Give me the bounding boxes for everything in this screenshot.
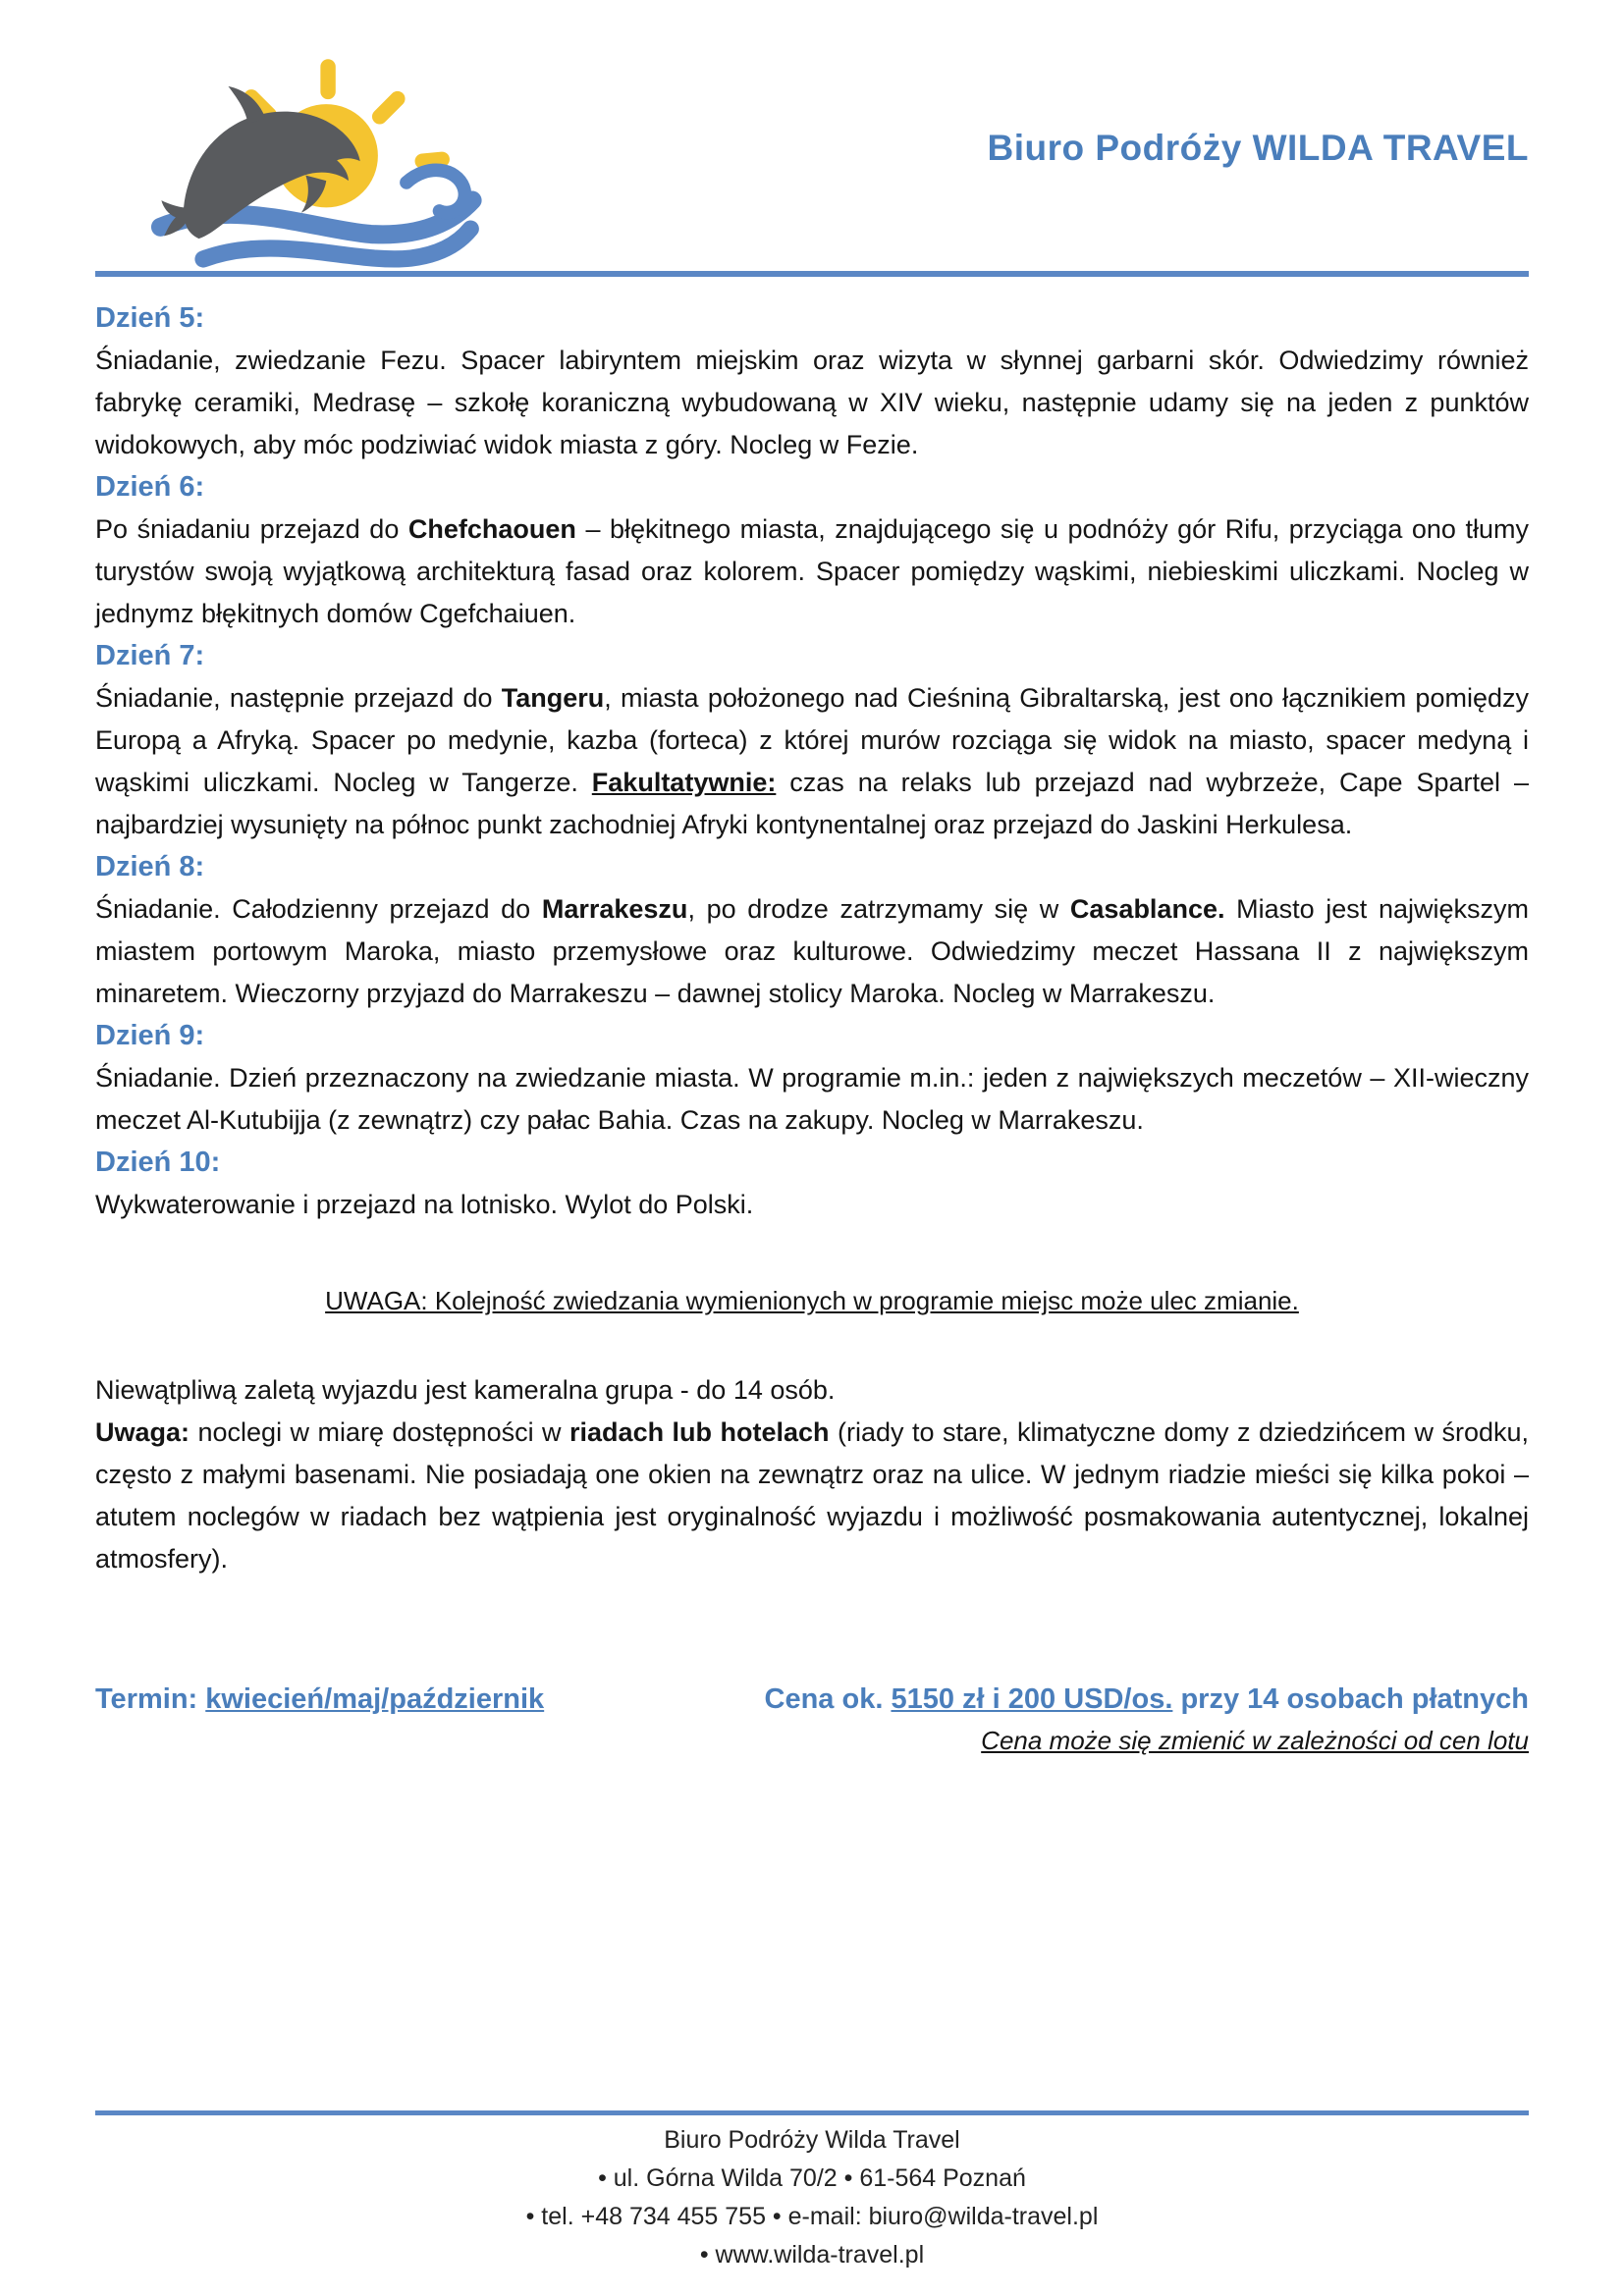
day-description [95, 1184, 1529, 1226]
itinerary-day [95, 846, 1529, 1015]
termin-value: kwiecień/maj/październik [205, 1683, 545, 1715]
page-title: Biuro Podróży WILDA TRAVEL [987, 128, 1529, 168]
day-heading: Dzień 8: [95, 851, 205, 882]
day-description [95, 677, 1529, 846]
text-run: (riady to stare, klimatyczne domy z dziedzińcem w środku, często z małymi basenami. Nie posiadają one okien na zewnątrz oraz na ulice. W jednym riadzie mieści się kilka pokoi – atutem noclegów w riadach bez wątpienia jest oryginalność wyjazdu i możliwość posmakowania autentycznej, lokalnej atmosfery). [95, 1417, 1529, 1574]
itinerary-content [95, 297, 1529, 1759]
text-run: – błękitnego miasta, znajdującego się u podnóży gór Rifu, przyciąga ono tłumy turystów swoją wyjątkową architekturą fasad oraz kolorem. Spacer pomiędzy wąskimi, niebieskimi uliczkami. Nocleg w jednymz błękitnych domów Cgefchaiuen. [95, 514, 1529, 628]
footer-line: • tel. +48 734 455 755 • e-mail: biuro@wilda-travel.pl [525, 2203, 1099, 2230]
text-run: Śniadanie, zwiedzanie Fezu. Spacer labiryntem miejskim oraz wizyta w słynnej garbarni skór. Odwiedzimy również fabrykę ceramiki, Medrasę – szkołę koraniczną wybudowaną w XIV wieku, następnie udamy się na jeden z punktów widokowych, aby móc podziwiać widok miasta z góry. Nocleg w Fezie. [95, 346, 1529, 459]
text-run: Śniadanie, następnie przejazd do [95, 683, 502, 713]
text-run: Wykwaterowanie i przejazd na lotnisko. Wylot do Polski. [95, 1190, 754, 1219]
text-run: , miasta położonego nad Cieśniną Gibraltarską, jest ono łącznikiem pomiędzy Europą a Afryką. Spacer po medynie, kazba (forteca) z której murów rozciąga się widok na miasto, spacer medyną i wąskimi uliczkami. Nocleg w Tangerze. [95, 683, 1529, 797]
price-disclaimer: Cena może się zmienić w zależności od cen lotu [981, 1726, 1529, 1755]
termin-label: Termin: [95, 1683, 206, 1715]
day-description [95, 888, 1529, 1015]
day-heading: Dzień 6: [95, 471, 205, 503]
text-run: Chefchaouen [407, 514, 576, 544]
group-size-note: Niewątpliwą zaletą wyjazdu jest kameralna grupa - do 14 osób. [95, 1375, 836, 1405]
itinerary-day [95, 1142, 1529, 1226]
text-run: Miasto jest największym miastem portowym Maroka, miasto przemysłowe oraz kulturowe. Odwiedzimy meczet Hassana II z największym minaretem. Wieczorny przyjazd do Marrakeszu – dawnej stolicy Maroka. Nocleg w Marrakeszu. [95, 894, 1529, 1008]
text-run: Po śniadaniu przejazd do [95, 514, 408, 544]
text-run: Fakultatywnie: [591, 768, 777, 797]
footer-line: • www.wilda-travel.pl [699, 2241, 925, 2269]
text-run: Tangeru [501, 683, 605, 713]
day-heading: Dzień 5: [95, 302, 205, 334]
footer-contact [95, 2121, 1529, 2274]
day-heading: Dzień 9: [95, 1020, 205, 1051]
cena-suffix: przy 14 osobach płatnych [1172, 1683, 1529, 1715]
footer [95, 2110, 1529, 2274]
day-description [95, 340, 1529, 466]
accommodation-note [95, 1412, 1529, 1580]
text-run: Casablance. [1069, 894, 1225, 924]
footer-line: • ul. Górna Wilda 70/2 • 61-564 Poznań [598, 2164, 1026, 2192]
text-run: noclegi w miarę dostępności w [189, 1417, 570, 1447]
cena [765, 1679, 1529, 1720]
cena-value: 5150 zł i 200 USD/os. [891, 1683, 1173, 1715]
text-run: czas na relaks lub przejazd nad wybrzeże, Cape Spartel – najbardziej wysunięty na północ punkt zachodniej Afryki kontynentalnej oraz przejazd do Jaskini Herkulesa. [95, 768, 1529, 839]
cena-label: Cena ok. [764, 1683, 892, 1715]
itinerary-days [95, 297, 1529, 1226]
day-description [95, 508, 1529, 635]
itinerary-day [95, 635, 1529, 846]
text-run: , po drodze zatrzymamy się w [687, 894, 1070, 924]
footer-line: Biuro Podróży Wilda Travel [664, 2126, 960, 2154]
footer-divider [95, 2110, 1529, 2115]
text-run: Śniadanie. Całodzienny przejazd do [95, 894, 542, 924]
text-run: Marrakeszu [541, 894, 688, 924]
text-run: Śniadanie. Dzień przeznaczony na zwiedzanie miasta. W programie m.in.: jeden z największych meczetów – XII-wieczny meczet Al-Kutubijja (z zewnątrz) czy pałac Bahia. Czas na zakupy. Nocleg w Marrakeszu. [95, 1063, 1529, 1135]
itinerary-day [95, 466, 1529, 635]
itinerary-day [95, 297, 1529, 466]
header-divider [95, 271, 1529, 277]
day-heading: Dzień 10: [95, 1147, 221, 1178]
schedule-change-notice: UWAGA: Kolejność zwiedzania wymienionych w programie miejsc może ulec zmianie. [325, 1286, 1299, 1315]
termin [95, 1679, 544, 1720]
day-heading: Dzień 7: [95, 640, 205, 671]
text-run: riadach lub hotelach [569, 1417, 830, 1447]
text-run: Uwaga: [95, 1417, 190, 1447]
terms-row [95, 1679, 1529, 1720]
dolphin-sun-waves-logo [133, 47, 506, 288]
day-description [95, 1057, 1529, 1142]
itinerary-day [95, 1015, 1529, 1142]
